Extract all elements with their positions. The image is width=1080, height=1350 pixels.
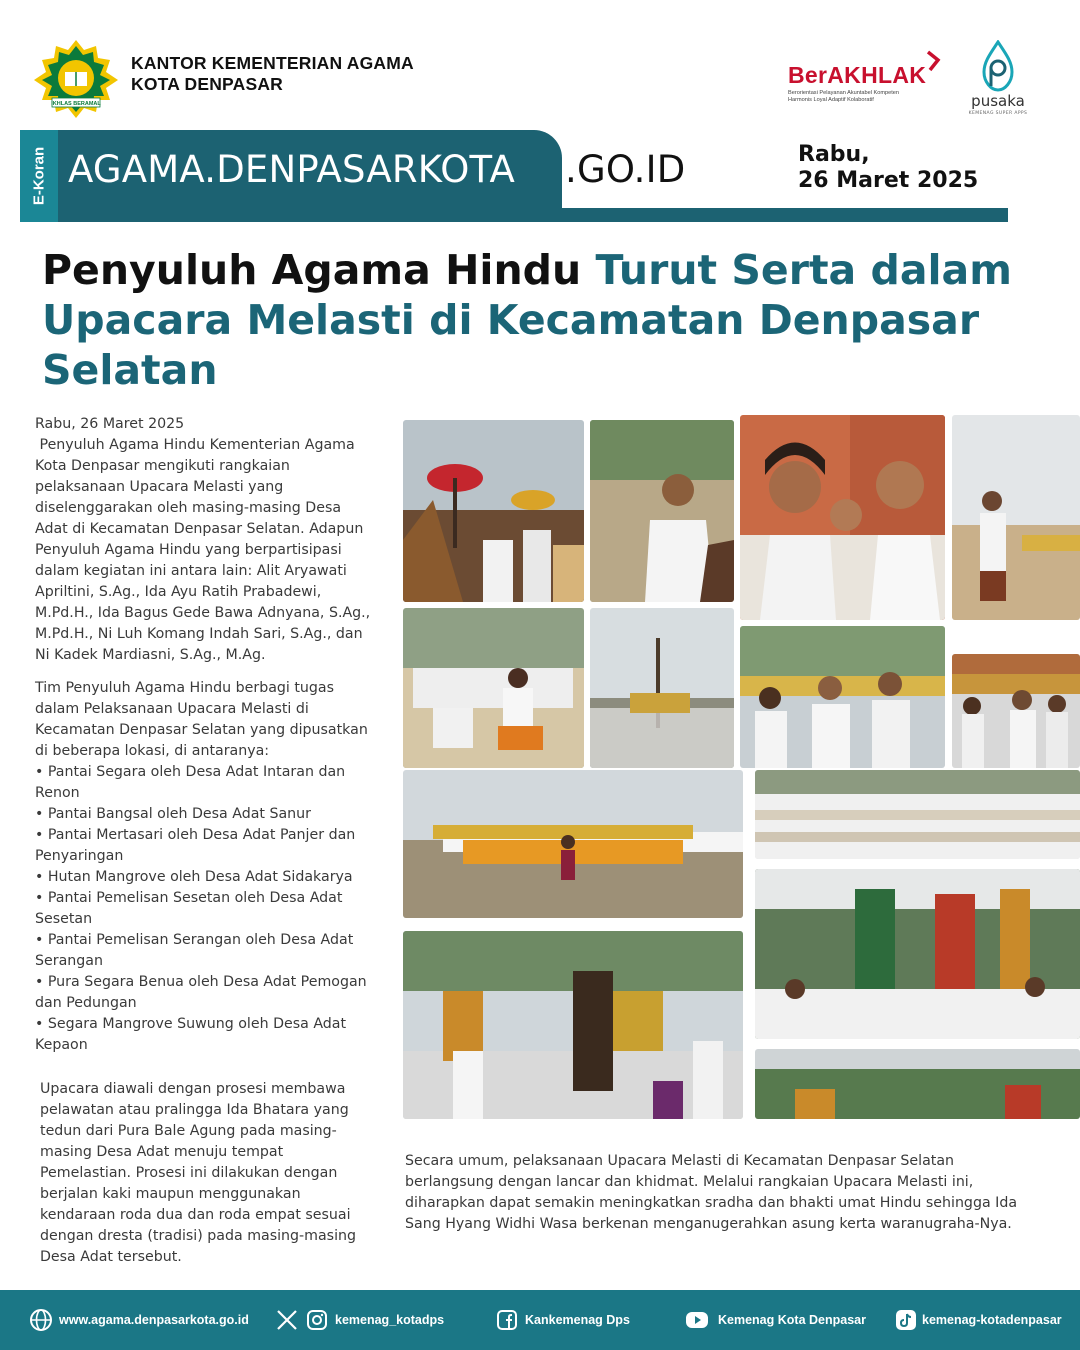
paragraph-2: Tim Penyuluh Agama Hindu berbagi tugas dalam Pelaksanaan Upacara Melasti di Kecamatan Denpasar Selatan yang dipusatkan di beberapa lokasi, di antaranya: — [35, 680, 368, 759]
pusaka-name: pusaka — [971, 92, 1025, 110]
office-line-1: KANTOR KEMENTERIAN AGAMA — [131, 53, 414, 73]
site-suffix: .GO.ID — [565, 148, 686, 191]
footer-youtube[interactable] — [682, 1290, 866, 1350]
footer-facebook[interactable] — [495, 1290, 630, 1350]
globe-icon — [29, 1308, 53, 1332]
list-item: • Pantai Bangsal oleh Desa Adat Sanur — [35, 806, 311, 822]
photo-group-hands — [740, 626, 945, 768]
logo-text: IKHLAS BERAMAL — [51, 101, 101, 107]
photo-trees-offerings — [755, 1049, 1080, 1119]
berakhlak-word: BerAKHLAK — [788, 62, 927, 88]
site-name: AGAMA.DENPASARKOTA — [68, 148, 515, 191]
tiktok-text: kemenag-kotadenpasar — [922, 1313, 1062, 1327]
pusaka-drop-icon — [962, 40, 1034, 92]
office-name — [131, 53, 414, 95]
edition-date — [798, 142, 978, 194]
facebook-icon — [495, 1308, 519, 1332]
facebook-text: Kankemenag Dps — [525, 1313, 630, 1327]
photo-women-selfie — [740, 415, 945, 620]
list-item: • Pantai Pemelisan Serangan oleh Desa Adat Serangan — [35, 932, 354, 969]
x-icon — [275, 1308, 299, 1332]
kemenag-logo — [32, 38, 120, 120]
list-item: • Pantai Pemelisan Sesetan oleh Desa Adat Sesetan — [35, 890, 343, 927]
article-intro — [35, 414, 375, 666]
site-banner — [58, 130, 562, 210]
tiktok-icon — [894, 1308, 918, 1332]
dateline: Rabu, 26 Maret 2025 — [35, 416, 185, 432]
list-item: • Segara Mangrove Suwung oleh Desa Adat Kepaon — [35, 1016, 347, 1053]
paragraph-4: Secara umum, pelaksanaan Upacara Melasti di Kecamatan Denpasar Selatan berlangsung dengan lancar dan khidmat. Melalui rangkaian Upacara Melasti ini, diharapkan dapat semakin meningkatkan sradha dan bhakti umat Hindu sehingga Ida Sang Hyang Widhi Wasa berkenan menganugerahkan asung kerta waranugraha-Nya. — [405, 1153, 1018, 1232]
photo-beach-offerings — [403, 770, 743, 918]
article-title — [42, 245, 1042, 395]
edition-day: Rabu, — [798, 142, 870, 167]
list-item: • Hutan Mangrove oleh Desa Adat Sidakarya — [35, 869, 353, 885]
ekoran-label: E-Koran — [20, 130, 58, 222]
photo-elder-selfie — [590, 420, 734, 602]
article-locations — [35, 678, 375, 1056]
office-line-2: KOTA DENPASAR — [131, 74, 283, 94]
banner-underline — [58, 208, 1008, 222]
youtube-icon — [682, 1308, 712, 1332]
photo-procession-umbrellas — [403, 420, 584, 602]
photo-mass-prayer — [755, 770, 1080, 859]
footer — [0, 1290, 1080, 1350]
edition-date-text: 26 Maret 2025 — [798, 168, 979, 193]
article-procession — [40, 1079, 370, 1268]
title-black: Penyuluh Agama Hindu — [42, 246, 596, 294]
berakhlak-chevron-icon — [926, 50, 942, 72]
list-item: • Pantai Mertasari oleh Desa Adat Panjer dan Penyaringan — [35, 827, 356, 864]
list-item: • Pura Segara Benua oleh Desa Adat Pemogan dan Pedungan — [35, 974, 367, 1011]
pusaka-subtitle: KEMENAG SUPER APPS — [968, 111, 1028, 116]
title-accent: Turut Serta dalam Upacara Melasti di Kecamatan Denpasar Selatan — [42, 246, 1012, 394]
list-item: • Pantai Segara oleh Desa Adat Intaran dan Renon — [35, 764, 346, 801]
photo-crowd-sitting — [403, 608, 584, 768]
footer-website[interactable] — [29, 1290, 249, 1350]
footer-tiktok[interactable] — [894, 1290, 1062, 1350]
instagram-icon — [305, 1308, 329, 1332]
berakhlak-tagline: Berorientasi Pelayanan Akuntabel Kompeten Harmonis Loyal Adaptif Kolaboratif — [788, 90, 900, 103]
photo-rangda-procession — [403, 931, 743, 1119]
photo-man-beach — [952, 415, 1080, 620]
photo-barong-procession — [755, 869, 1080, 1039]
photo-temple-people — [952, 654, 1080, 768]
website-text: www.agama.denpasarkota.go.id — [59, 1313, 249, 1327]
pusaka-logo — [962, 40, 1034, 118]
paragraph-3: Upacara diawali dengan prosesi membawa pelawatan atau pralingga Ida Bhatara yang tedun dari Pura Bale Agung pada masing-masing Desa Adat menuju tempat Pemelastian. Prosesi ini dilakukan dengan berjalan kaki maupun menggunakan kendaraan roda dua dan roda empat sesuai dengan dresta (tradisi) pada masing-masing Desa Adat tersebut. — [40, 1081, 357, 1265]
x-instagram-text: kemenag_kotadps — [335, 1313, 445, 1327]
berakhlak-logo — [786, 48, 946, 108]
youtube-text: Kemenag Kota Denpasar — [718, 1313, 866, 1327]
paragraph-1: Penyuluh Agama Hindu Kementerian Agama Kota Denpasar mengikuti rangkaian pelaksanaan Upacara Melasti yang diselenggarakan oleh masing-masing Desa Adat di Kecamatan Denpasar Selatan. Adapun Penyuluh Agama Hindu yang berpartisipasi dalam kegiatan ini antara lain: Alit Aryawati Apriltini, S.Ag., Ida Ayu Ratih Prabadewi, M.Pd.H., Ida Bagus Gede Bawa Adnyana, S.Ag., M.Pd.H., Ni Luh Komang Indah Sari, S.Ag., dan Ni Kadek Mardiasni, S.Ag., M.Ag. — [35, 437, 375, 663]
footer-x-instagram[interactable] — [275, 1290, 444, 1350]
photo-crowd-overcast — [590, 608, 734, 768]
article-closing — [405, 1151, 1045, 1235]
